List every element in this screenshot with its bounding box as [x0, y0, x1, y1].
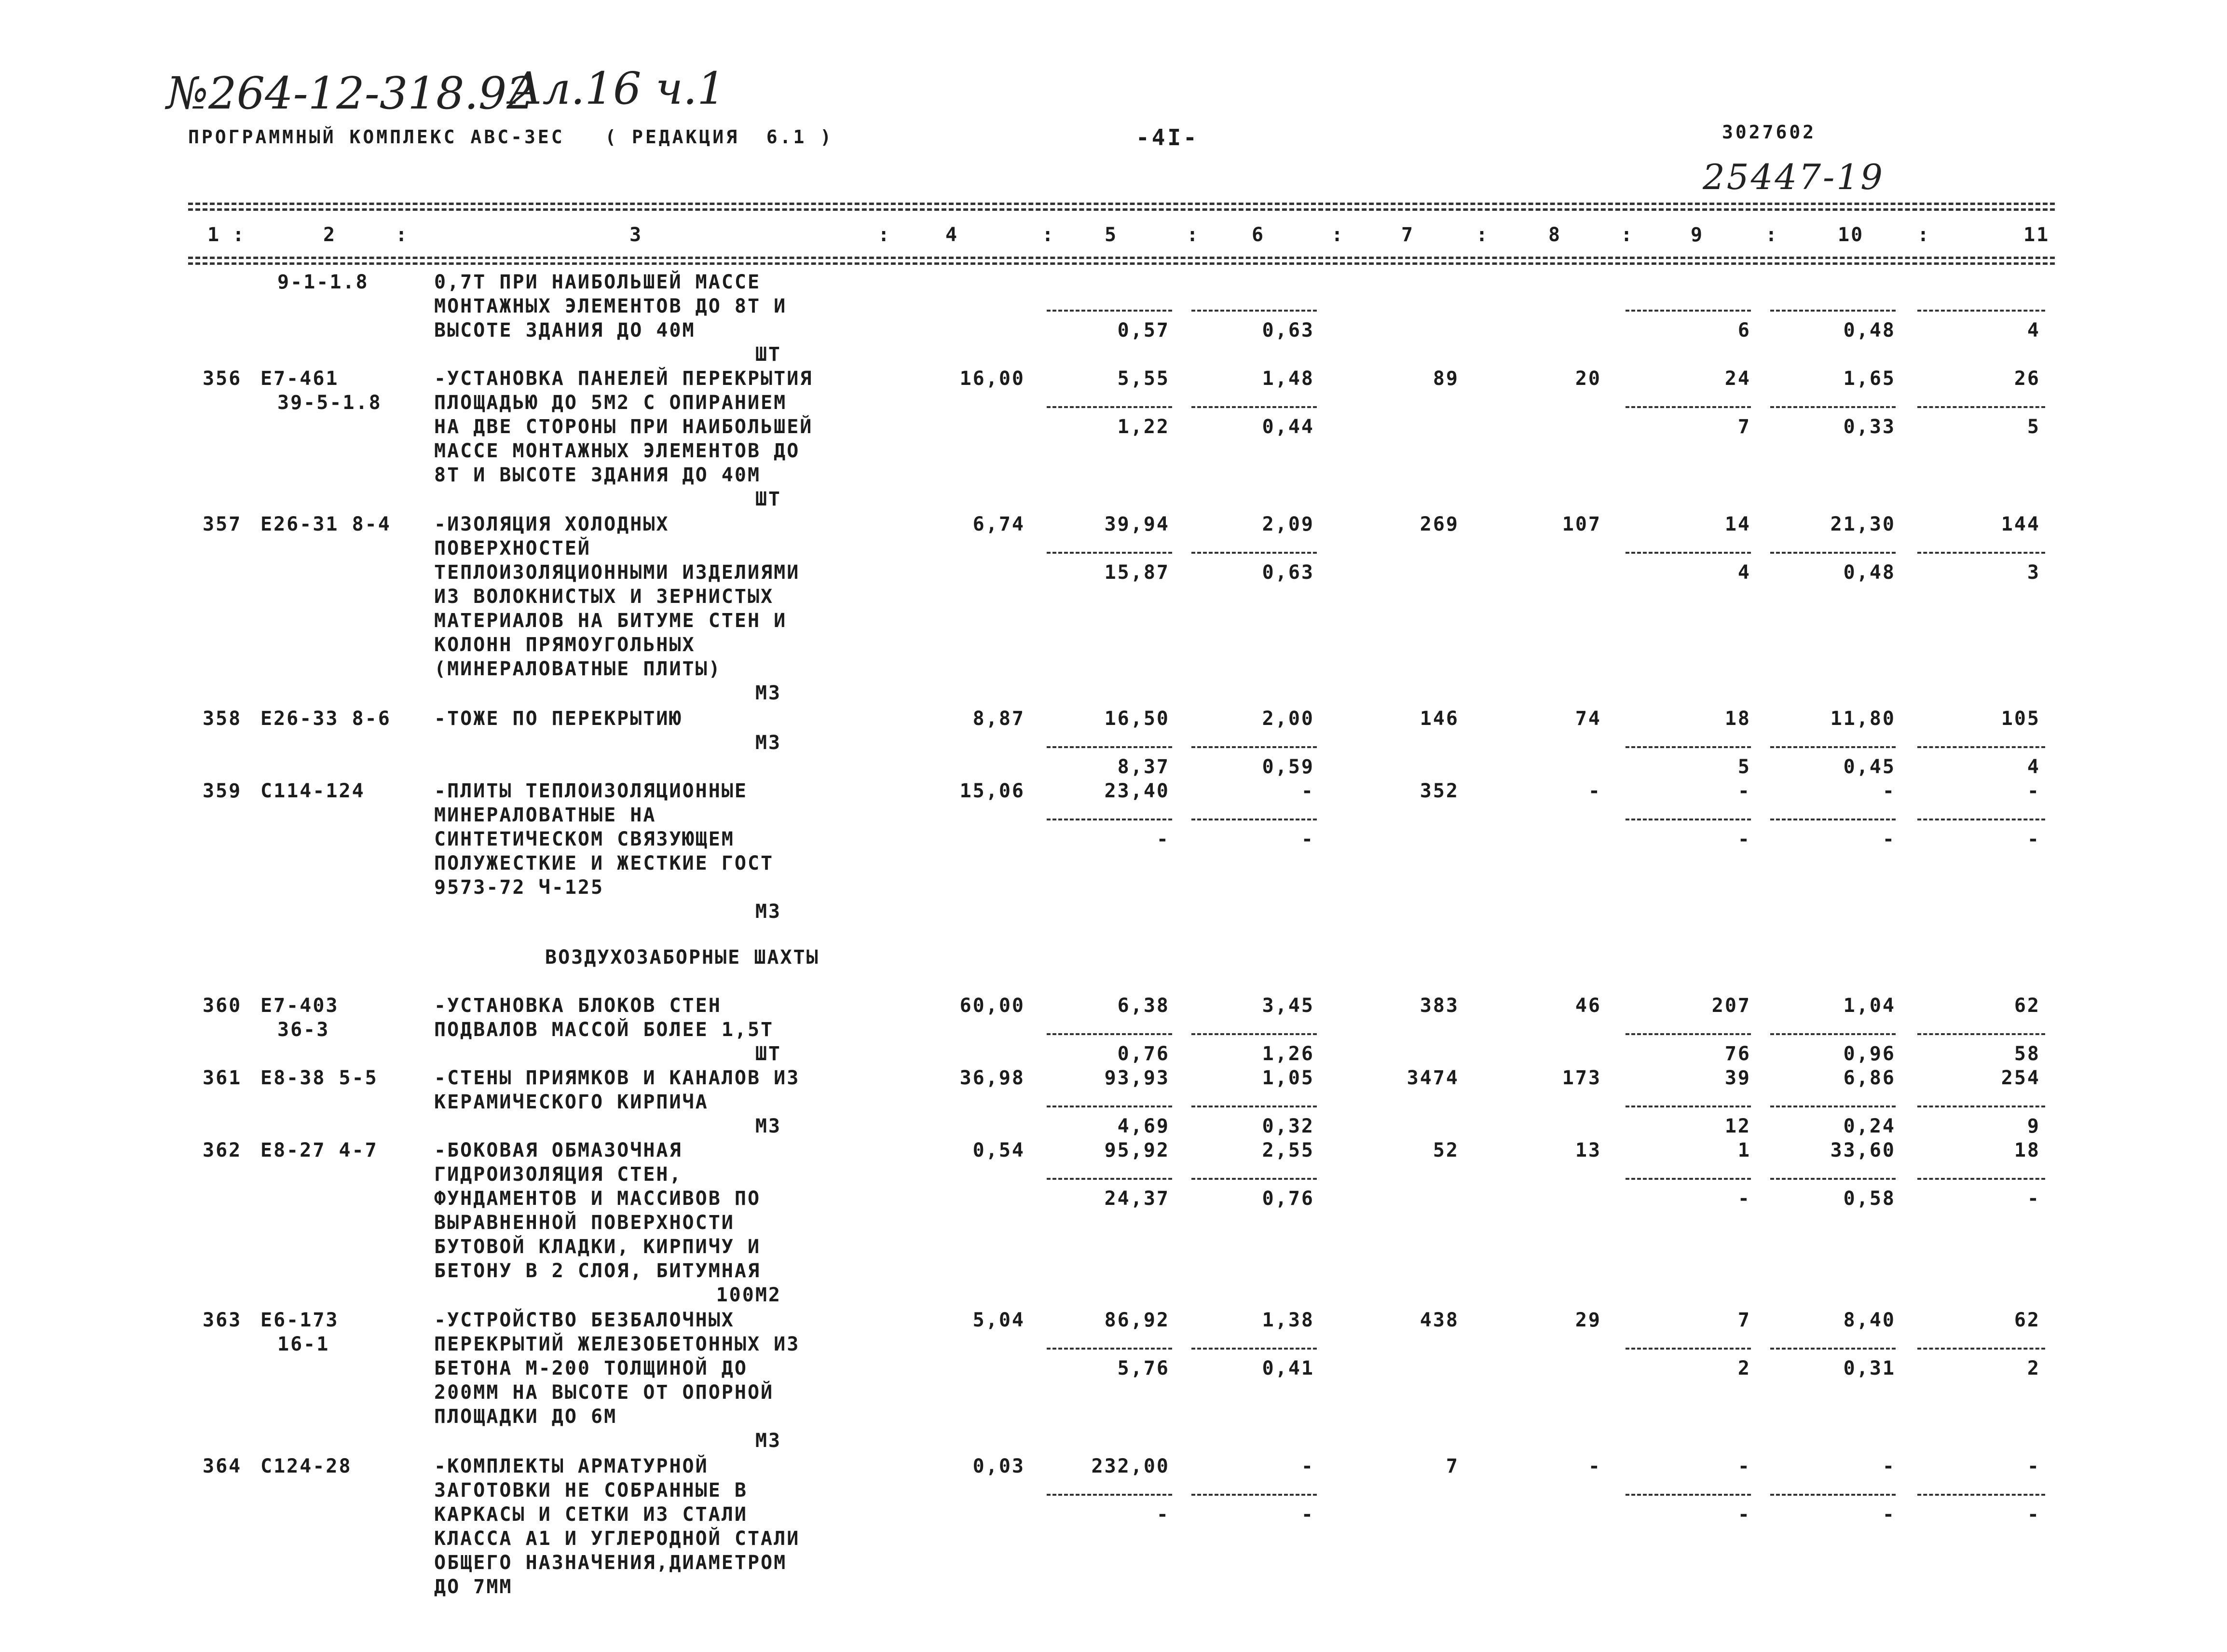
work-description-line: БУТОВОЙ КЛАДКИ, КИРПИЧУ И [434, 1236, 761, 1258]
norm-code: 39-5-1.8 [277, 392, 382, 414]
work-description-line: ПОВЕРХНОСТЕЙ [434, 537, 591, 560]
cell-c6-wages: - [1301, 1503, 1314, 1526]
cell-c6-total: 1,05 [1262, 1067, 1314, 1089]
work-description-line: -УСТАНОВКА БЛОКОВ СТЕН [434, 995, 722, 1017]
cell-c10-total: 1,04 [1843, 995, 1896, 1017]
cell-c11-wages: 2 [2027, 1357, 2040, 1379]
cell-c10-wages: 0,48 [1843, 561, 1896, 584]
norm-code: Е8-27 4-7 [260, 1139, 378, 1161]
work-description-line: ЗАГОТОВКИ НЕ СОБРАННЫЕ В [434, 1479, 748, 1502]
cell-c7: 352 [1420, 780, 1459, 802]
program-header: ПРОГРАММНЫЙ КОМПЛЕКС АВС-3ЕС ( РЕДАКЦИЯ 6.1 ) [188, 126, 834, 148]
cell-c9-wages: 7 [1737, 416, 1751, 438]
document-code: 3027602 [1722, 122, 1817, 143]
column-header-7: 7 [1401, 224, 1415, 246]
work-description-line: ГИДРОИЗОЛЯЦИЯ СТЕН, [434, 1163, 683, 1186]
work-description-line: 0,7Т ПРИ НАИБОЛЬШЕЙ МАССЕ [434, 271, 761, 293]
cell-c9-total: 14 [1724, 513, 1751, 535]
cell-c9-wages: - [1737, 1503, 1751, 1526]
column-header-6: 6 [1252, 224, 1265, 246]
cell-c11-total: 254 [2001, 1067, 2040, 1089]
subtotal-divider [1626, 1348, 1751, 1350]
subtotal-divider [1047, 746, 1172, 748]
subtotal-divider [1917, 1178, 2045, 1180]
norm-code: Е8-38 5-5 [260, 1067, 378, 1089]
cell-c7: 89 [1433, 368, 1459, 390]
row-number: 356 [203, 368, 242, 390]
subtotal-divider [1047, 1033, 1172, 1035]
cell-c5-total: 95,92 [1104, 1139, 1170, 1161]
work-description-line: МИНЕРАЛОВАТНЫЕ НА [434, 804, 656, 826]
cell-c5-total: 93,93 [1104, 1067, 1170, 1089]
column-separator: : [1331, 224, 1345, 246]
subtotal-divider [1626, 1494, 1751, 1496]
unit-of-measure: М3 [755, 682, 781, 704]
cell-c7: 146 [1420, 708, 1459, 730]
cell-c6-total: - [1301, 780, 1314, 802]
work-description-line: ПОДВАЛОВ МАССОЙ БОЛЕЕ 1,5Т [434, 1019, 774, 1041]
cell-c9-wages: 2 [1737, 1357, 1751, 1379]
column-header-5: 5 [1105, 224, 1118, 246]
row-number: 360 [203, 995, 242, 1017]
column-header-10: 10 [1838, 224, 1864, 246]
cell-c6-wages: 0,44 [1262, 416, 1314, 438]
cell-c5-total: 39,94 [1104, 513, 1170, 535]
column-separator: : [1042, 224, 1055, 246]
column-header-1: 1 [207, 224, 221, 246]
cell-c11-wages: - [2027, 828, 2040, 850]
cell-c6-wages: 0,41 [1262, 1357, 1314, 1379]
subtotal-divider [1191, 552, 1317, 554]
subtotal-divider [1047, 310, 1172, 312]
cell-c8: 46 [1575, 995, 1601, 1017]
subtotal-divider [1191, 1033, 1317, 1035]
quantity: 0,54 [972, 1139, 1025, 1161]
cell-c10-wages: 0,48 [1843, 319, 1896, 341]
work-description-line: ПОЛУЖЕСТКИЕ И ЖЕСТКИЕ ГОСТ [434, 852, 774, 874]
subtotal-divider [1770, 552, 1896, 554]
work-description-line: ДО 7ММ [434, 1576, 513, 1598]
work-description-line: 8Т И ВЫСОТЕ ЗДАНИЯ ДО 40М [434, 464, 761, 486]
cell-c5-wages: 5,76 [1117, 1357, 1170, 1379]
cell-c7: 52 [1433, 1139, 1459, 1161]
subtotal-divider [1047, 552, 1172, 554]
cell-c6-wages: 0,59 [1262, 756, 1314, 778]
cell-c9-total: - [1737, 1455, 1751, 1477]
subtotal-divider [1917, 746, 2045, 748]
cell-c5-wages: 1,22 [1117, 416, 1170, 438]
norm-code: С114-124 [260, 780, 365, 802]
subtotal-divider [1917, 406, 2045, 408]
work-description-line: КЛАССА А1 И УГЛЕРОДНОЙ СТАЛИ [434, 1528, 800, 1550]
unit-of-measure: М3 [755, 901, 781, 923]
work-description-line: ВЫРАВНЕННОЙ ПОВЕРХНОСТИ [434, 1212, 735, 1234]
cell-c6-wages: 0,63 [1262, 561, 1314, 584]
cell-c9-total: 18 [1724, 708, 1751, 730]
cell-c10-total: 11,80 [1830, 708, 1896, 730]
top-rule [188, 203, 2055, 205]
cell-c10-total: 33,60 [1830, 1139, 1896, 1161]
cell-c6-wages: 0,32 [1262, 1115, 1314, 1137]
cell-c5-wages: 0,76 [1117, 1043, 1170, 1065]
quantity: 8,87 [972, 708, 1025, 730]
cell-c5-total: 5,55 [1117, 368, 1170, 390]
subtotal-divider [1770, 1348, 1896, 1350]
column-separator: : [878, 224, 891, 246]
subtotal-divider [1770, 1106, 1896, 1107]
subtotal-divider [1770, 819, 1896, 820]
work-description-line: -УСТРОЙСТВО БЕЗБАЛОЧНЫХ [434, 1309, 735, 1331]
cell-c5-wages: 0,57 [1117, 319, 1170, 341]
work-description-line: -ПЛИТЫ ТЕПЛОИЗОЛЯЦИОННЫЕ [434, 780, 748, 802]
column-header-3: 3 [629, 224, 643, 246]
subtotal-divider [1626, 552, 1751, 554]
subtotal-divider [1917, 819, 2045, 820]
work-description-line: 200ММ НА ВЫСОТЕ ОТ ОПОРНОЙ [434, 1381, 774, 1404]
cell-c9-total: 7 [1737, 1309, 1751, 1331]
column-header-2: 2 [323, 224, 337, 246]
subtotal-divider [1047, 1348, 1172, 1350]
subtotal-divider [1047, 1494, 1172, 1496]
work-description-line: 9573-72 Ч-125 [434, 876, 604, 899]
work-description-line: КОЛОНН ПРЯМОУГОЛЬНЫХ [434, 634, 696, 656]
cell-c10-wages: - [1882, 828, 1896, 850]
work-description-line: -УСТАНОВКА ПАНЕЛЕЙ ПЕРЕКРЫТИЯ [434, 368, 813, 390]
work-description-line: СИНТЕТИЧЕСКОМ СВЯЗУЮЩЕМ [434, 828, 735, 850]
cell-c11-wages: 5 [2027, 416, 2040, 438]
column-separator: : [1476, 224, 1489, 246]
subtotal-divider [1047, 1106, 1172, 1107]
quantity: 15,06 [959, 780, 1025, 802]
cell-c11-total: 105 [2001, 708, 2040, 730]
page-number: -4I- [1136, 124, 1199, 150]
top-rule-2 [188, 208, 2055, 211]
row-number: 359 [203, 780, 242, 802]
cell-c9-wages: 6 [1737, 319, 1751, 341]
norm-code: Е7-461 [260, 368, 339, 390]
cell-c5-wages: 15,87 [1104, 561, 1170, 584]
column-header-9: 9 [1691, 224, 1704, 246]
work-description-line: -КОМПЛЕКТЫ АРМАТУРНОЙ [434, 1455, 709, 1477]
quantity: 5,04 [972, 1309, 1025, 1331]
subtotal-divider [1770, 1494, 1896, 1496]
cell-c10-total: - [1882, 1455, 1896, 1477]
work-description-line: -СТЕНЫ ПРИЯМКОВ И КАНАЛОВ ИЗ [434, 1067, 800, 1089]
norm-code: 9-1-1.8 [277, 271, 369, 293]
cell-c6-wages: 0,63 [1262, 319, 1314, 341]
cell-c11-total: - [2027, 1455, 2040, 1477]
column-separator: : [1917, 224, 1931, 246]
cell-c8: 107 [1562, 513, 1601, 535]
row-number: 361 [203, 1067, 242, 1089]
cell-c11-total: 62 [2014, 1309, 2040, 1331]
work-description-line: МОНТАЖНЫХ ЭЛЕМЕНТОВ ДО 8Т И [434, 295, 787, 317]
cell-c10-total: - [1882, 780, 1896, 802]
cell-c8: 74 [1575, 708, 1601, 730]
cell-c9-wages: 4 [1737, 561, 1751, 584]
unit-of-measure: М3 [755, 1115, 781, 1137]
unit-of-measure: М3 [755, 732, 781, 754]
unit-of-measure: ШТ [755, 1043, 781, 1065]
cell-c5-wages: 4,69 [1117, 1115, 1170, 1137]
cell-c9-wages: 76 [1724, 1043, 1751, 1065]
subtotal-divider [1047, 1178, 1172, 1180]
cell-c6-wages: 1,26 [1262, 1043, 1314, 1065]
cell-c10-wages: 0,58 [1843, 1188, 1896, 1210]
cell-c10-total: 8,40 [1843, 1309, 1896, 1331]
norm-code: Е7-403 [260, 995, 339, 1017]
subtotal-divider [1191, 1348, 1317, 1350]
subtotal-divider [1047, 406, 1172, 408]
cell-c9-wages: 5 [1737, 756, 1751, 778]
norm-code: Е26-31 8-4 [260, 513, 391, 535]
cell-c7: 438 [1420, 1309, 1459, 1331]
quantity: 0,03 [972, 1455, 1025, 1477]
subtotal-divider [1626, 1033, 1751, 1035]
cell-c9-wages: - [1737, 1188, 1751, 1210]
cell-c10-wages: 0,31 [1843, 1357, 1896, 1379]
cell-c6-wages: - [1301, 828, 1314, 850]
cell-c9-wages: 12 [1724, 1115, 1751, 1137]
cell-c5-total: 16,50 [1104, 708, 1170, 730]
subtotal-divider [1191, 406, 1317, 408]
subtotal-divider [1917, 310, 2045, 312]
cell-c9-total: 1 [1737, 1139, 1751, 1161]
quantity: 6,74 [972, 513, 1025, 535]
cell-c11-wages: 4 [2027, 756, 2040, 778]
unit-of-measure: ШТ [755, 488, 781, 510]
cell-c10-total: 6,86 [1843, 1067, 1896, 1089]
cell-c10-wages: 0,45 [1843, 756, 1896, 778]
work-description-line: ФУНДАМЕНТОВ И МАССИВОВ ПО [434, 1188, 761, 1210]
subtotal-divider [1626, 819, 1751, 820]
norm-code: Е26-33 8-6 [260, 708, 391, 730]
work-description-line: КАРКАСЫ И СЕТКИ ИЗ СТАЛИ [434, 1503, 748, 1526]
column-header-11: 11 [2023, 224, 2050, 246]
subtotal-divider [1626, 1106, 1751, 1107]
cell-c10-wages: 0,96 [1843, 1043, 1896, 1065]
subtotal-divider [1191, 310, 1317, 312]
subtotal-divider [1770, 310, 1896, 312]
cell-c5-total: 232,00 [1091, 1455, 1170, 1477]
work-description-line: -ТОЖЕ ПО ПЕРЕКРЫТИЮ [434, 708, 683, 730]
work-description-line: ПЛОЩАДКИ ДО 6М [434, 1406, 617, 1428]
subtotal-divider [1770, 1033, 1896, 1035]
subtotal-divider [1770, 1178, 1896, 1180]
work-description-line: КЕРАМИЧЕСКОГО КИРПИЧА [434, 1091, 709, 1113]
cell-c11-total: 144 [2001, 513, 2040, 535]
quantity: 16,00 [959, 368, 1025, 390]
cell-c11-wages: 9 [2027, 1115, 2040, 1137]
cell-c7: 383 [1420, 995, 1459, 1017]
subtotal-divider [1770, 406, 1896, 408]
work-description-line: МАССЕ МОНТАЖНЫХ ЭЛЕМЕНТОВ ДО [434, 440, 800, 462]
cell-c9-total: 24 [1724, 368, 1751, 390]
column-separator: : [1187, 224, 1200, 246]
cell-c6-total: 2,09 [1262, 513, 1314, 535]
work-description-line: БЕТОНУ В 2 СЛОЯ, БИТУМНАЯ [434, 1260, 761, 1282]
work-description-line: ПЕРЕКРЫТИЙ ЖЕЛЕЗОБЕТОННЫХ ИЗ [434, 1333, 800, 1355]
work-description-line: ТЕПЛОИЗОЛЯЦИОННЫМИ ИЗДЕЛИЯМИ [434, 561, 800, 584]
row-number: 363 [203, 1309, 242, 1331]
section-title: ВОЗДУХОЗАБОРНЫЕ ШАХТЫ [545, 946, 820, 969]
cell-c11-total: - [2027, 780, 2040, 802]
handwritten-doc-code: №264-12-318.92 [166, 68, 535, 119]
cell-c10-wages: 0,24 [1843, 1115, 1896, 1137]
cell-c6-total: 1,38 [1262, 1309, 1314, 1331]
cell-c5-total: 86,92 [1104, 1309, 1170, 1331]
cell-c6-total: 1,48 [1262, 368, 1314, 390]
quantity: 60,00 [959, 995, 1025, 1017]
work-description-line: (МИНЕРАЛОВАТНЫЕ ПЛИТЫ) [434, 658, 722, 680]
row-number: 357 [203, 513, 242, 535]
cell-c6-total: 2,55 [1262, 1139, 1314, 1161]
cell-c9-total: 39 [1724, 1067, 1751, 1089]
cell-c9-total: - [1737, 780, 1751, 802]
row-number: 362 [203, 1139, 242, 1161]
norm-code: 16-1 [277, 1333, 330, 1355]
cell-c11-wages: 58 [2014, 1043, 2040, 1065]
cell-c5-wages: 24,37 [1104, 1188, 1170, 1210]
column-header-8: 8 [1548, 224, 1562, 246]
column-separator: : [1765, 224, 1779, 246]
cell-c7: 7 [1446, 1455, 1459, 1477]
cell-c9-wages: - [1737, 828, 1751, 850]
header-bottom-rule-2 [188, 262, 2055, 265]
cell-c6-total: 2,00 [1262, 708, 1314, 730]
subtotal-divider [1917, 1494, 2045, 1496]
cell-c7: 269 [1420, 513, 1459, 535]
quantity: 36,98 [959, 1067, 1025, 1089]
subtotal-divider [1626, 1178, 1751, 1180]
column-separator: : [232, 224, 246, 246]
cell-c5-wages: - [1156, 1503, 1170, 1526]
cell-c5-total: 6,38 [1117, 995, 1170, 1017]
column-separator: : [1621, 224, 1634, 246]
cell-c11-wages: - [2027, 1188, 2040, 1210]
subtotal-divider [1917, 1106, 2045, 1107]
cell-c7: 3474 [1407, 1067, 1459, 1089]
subtotal-divider [1917, 1033, 2045, 1035]
unit-of-measure: 100М2 [716, 1284, 781, 1306]
subtotal-divider [1626, 310, 1751, 312]
subtotal-divider [1770, 746, 1896, 748]
subtotal-divider [1626, 746, 1751, 748]
work-description-line: ОБЩЕГО НАЗНАЧЕНИЯ,ДИАМЕТРОМ [434, 1552, 787, 1574]
cell-c10-total: 1,65 [1843, 368, 1896, 390]
row-number: 364 [203, 1455, 242, 1477]
cell-c5-wages: 8,37 [1117, 756, 1170, 778]
cell-c10-wages: - [1882, 1503, 1896, 1526]
work-description-line: ИЗ ВОЛОКНИСТЫХ И ЗЕРНИСТЫХ [434, 586, 774, 608]
column-separator: : [396, 224, 409, 246]
cell-c9-total: 207 [1711, 995, 1751, 1017]
header-bottom-rule [188, 257, 2055, 259]
work-description-line: ПЛОЩАДЬЮ ДО 5М2 С ОПИРАНИЕМ [434, 392, 787, 414]
cell-c11-wages: 3 [2027, 561, 2040, 584]
cell-c11-wages: 4 [2027, 319, 2040, 341]
work-description-line: НА ДВЕ СТОРОНЫ ПРИ НАИБОЛЬШЕЙ [434, 416, 813, 438]
unit-of-measure: М3 [755, 1430, 781, 1452]
handwritten-album: Ал.16 ч.1 [509, 63, 725, 114]
cell-c10-wages: 0,33 [1843, 416, 1896, 438]
cell-c5-wages: - [1156, 828, 1170, 850]
cell-c5-total: 23,40 [1104, 780, 1170, 802]
norm-code: С124-28 [260, 1455, 352, 1477]
unit-of-measure: ШТ [755, 343, 781, 366]
subtotal-divider [1191, 819, 1317, 820]
cell-c8: - [1588, 1455, 1601, 1477]
norm-code: Е6-173 [260, 1309, 339, 1331]
cell-c10-total: 21,30 [1830, 513, 1896, 535]
work-description-line: -БОКОВАЯ ОБМАЗОЧНАЯ [434, 1139, 683, 1161]
work-description-line: -ИЗОЛЯЦИЯ ХОЛОДНЫХ [434, 513, 669, 535]
subtotal-divider [1191, 1178, 1317, 1180]
cell-c6-total: - [1301, 1455, 1314, 1477]
cell-c8: 20 [1575, 368, 1601, 390]
cell-c11-total: 18 [2014, 1139, 2040, 1161]
subtotal-divider [1047, 819, 1172, 820]
handwritten-number: 25447-19 [1703, 157, 1885, 197]
cell-c11-total: 62 [2014, 995, 2040, 1017]
cell-c8: 173 [1562, 1067, 1601, 1089]
subtotal-divider [1191, 1494, 1317, 1496]
work-description-line: МАТЕРИАЛОВ НА БИТУМЕ СТЕН И [434, 610, 787, 632]
cell-c6-total: 3,45 [1262, 995, 1314, 1017]
work-description-line: ВЫСОТЕ ЗДАНИЯ ДО 40М [434, 319, 696, 341]
subtotal-divider [1191, 746, 1317, 748]
subtotal-divider [1626, 406, 1751, 408]
cell-c8: 13 [1575, 1139, 1601, 1161]
work-description-line: БЕТОНА М-200 ТОЛЩИНОЙ ДО [434, 1357, 748, 1379]
cell-c8: 29 [1575, 1309, 1601, 1331]
norm-code: 36-3 [277, 1019, 330, 1041]
cell-c11-wages: - [2027, 1503, 2040, 1526]
subtotal-divider [1917, 552, 2045, 554]
cell-c6-wages: 0,76 [1262, 1188, 1314, 1210]
row-number: 358 [203, 708, 242, 730]
subtotal-divider [1917, 1348, 2045, 1350]
column-header-4: 4 [945, 224, 959, 246]
cell-c8: - [1588, 780, 1601, 802]
subtotal-divider [1191, 1106, 1317, 1107]
cell-c11-total: 26 [2014, 368, 2040, 390]
